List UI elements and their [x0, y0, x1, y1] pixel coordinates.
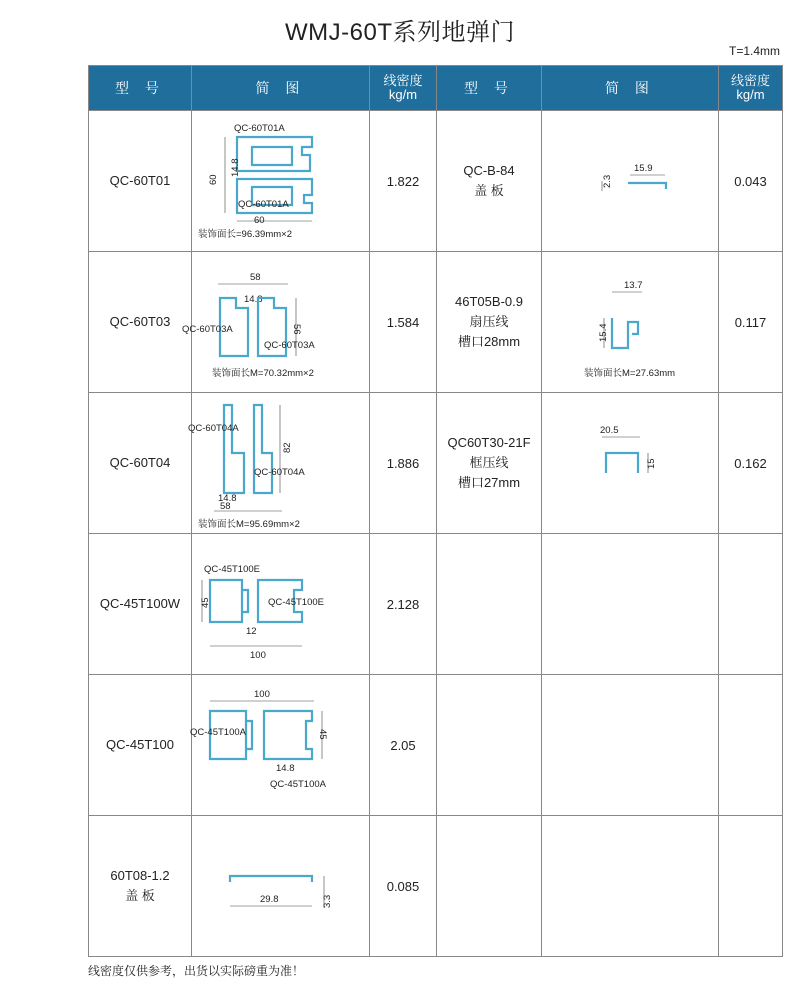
empty-cell [437, 534, 542, 675]
profile-drawing [192, 675, 370, 815]
model-name: 46T05B-0.9 [455, 294, 523, 309]
table-row [89, 393, 783, 534]
face-length-note: 装饰面长=96.39mm×2 [198, 229, 292, 240]
dim-label: 60 [208, 174, 219, 185]
model-name: QC-45T100W [99, 596, 181, 611]
dim-label: 14.8 [218, 493, 237, 504]
header-drawing: 简 图 [192, 66, 370, 111]
density-cell: 1.822 [370, 111, 437, 252]
density-cell: 1.584 [370, 252, 437, 393]
face-length-note: 装饰面长M=95.69mm×2 [198, 519, 300, 530]
thickness-note: T=1.4mm [728, 44, 780, 58]
empty-cell [542, 675, 719, 816]
dim-label: 2.3 [602, 174, 613, 188]
model-cell [89, 816, 192, 957]
dim-label: 15.4 [598, 323, 609, 342]
empty-cell [437, 675, 542, 816]
model-cell [437, 393, 542, 534]
profile-drawing [542, 252, 719, 392]
page-title: WMJ-60T系列地弹门 [285, 19, 515, 46]
header-drawing-2: 简 图 [542, 66, 719, 111]
face-length-note: 装饰面长M=27.63mm [584, 368, 676, 379]
dim-label: 58 [250, 272, 261, 283]
table-row [89, 252, 783, 393]
header-density-unit: kg/m [388, 87, 418, 102]
part-label: QC-45T100A [270, 779, 326, 790]
empty-cell [542, 816, 719, 957]
density-cell: 0.043 [719, 111, 783, 252]
table-row [89, 675, 783, 816]
part-label: QC-45T100A [190, 727, 246, 738]
dim-label: 100 [250, 650, 266, 661]
profile-drawing [542, 111, 719, 251]
empty-cell [437, 816, 542, 957]
model-cell [89, 393, 192, 534]
part-label: QC-45T100E [204, 564, 260, 575]
drawing-cell [542, 111, 719, 252]
model-desc: 槽口28mm [457, 334, 521, 349]
empty-cell [719, 534, 783, 675]
empty-cell [719, 675, 783, 816]
dim-label: 45 [317, 729, 328, 740]
model-cell [89, 534, 192, 675]
face-length-note: 装饰面长M=70.32mm×2 [212, 368, 314, 379]
header-density-label: 线密度 [383, 73, 423, 88]
model-desc: 槽口27mm [457, 475, 521, 490]
model-cell [437, 111, 542, 252]
dim-label: 14.8 [244, 294, 263, 305]
density-cell: 2.05 [370, 675, 437, 816]
model-name: QC60T30-21F [447, 435, 531, 450]
dim-label: 100 [254, 689, 270, 700]
header-density [370, 66, 437, 111]
model-name: QC-B-84 [463, 163, 515, 178]
header-density-unit-2: kg/m [736, 87, 765, 102]
model-desc: 框压线 [469, 455, 509, 470]
dim-label: 14.8 [276, 763, 295, 774]
part-label: QC-45T100E [268, 597, 324, 608]
profile-drawing [192, 816, 370, 956]
dim-label: 20.5 [600, 425, 619, 436]
header-model: 型 号 [89, 66, 192, 111]
dim-label: 29.8 [260, 894, 279, 905]
dim-label: 3.3 [322, 894, 333, 908]
model-name: 60T08-1.2 [110, 868, 170, 883]
part-label: QC-60T03A [264, 340, 315, 351]
dim-label: 15.9 [634, 163, 653, 174]
dim-label: 58 [220, 501, 231, 512]
model-cell [89, 252, 192, 393]
part-label: QC-60T01A [238, 199, 289, 210]
model-name: QC-45T100 [106, 737, 174, 752]
profile-drawing [192, 111, 370, 251]
dim-label: 60 [254, 215, 265, 226]
dim-label: 15 [646, 458, 657, 469]
profile-drawing [542, 393, 719, 533]
empty-cell [719, 816, 783, 957]
profile-drawing [188, 393, 370, 533]
drawing-cell [192, 111, 370, 252]
profile-drawing [192, 534, 370, 674]
drawing-cell [188, 393, 370, 534]
density-cell: 0.117 [719, 252, 783, 393]
model-name: QC-60T04 [109, 455, 171, 470]
density-cell: 2.128 [370, 534, 437, 675]
table-row [89, 534, 783, 675]
header-density-2 [719, 66, 783, 111]
profile-drawing [182, 252, 370, 392]
model-name: QC-60T01 [109, 173, 171, 188]
part-label: QC-60T04A [254, 467, 305, 478]
profile-spec-table [88, 65, 783, 957]
drawing-cell [192, 816, 370, 957]
part-label: QC-60T01A [234, 123, 285, 134]
part-label: QC-60T03A [182, 324, 233, 335]
dim-label: 45 [200, 597, 211, 608]
drawing-cell [182, 252, 370, 393]
table-header-row [89, 66, 783, 111]
table-row [89, 816, 783, 957]
empty-cell [542, 534, 719, 675]
drawing-cell [542, 393, 719, 534]
density-cell: 0.085 [370, 816, 437, 957]
dim-label: 14.8 [230, 158, 241, 177]
model-cell [89, 675, 192, 816]
drawing-cell [192, 675, 370, 816]
model-desc: 盖 板 [474, 183, 504, 198]
density-cell: 0.162 [719, 393, 783, 534]
header-model-2: 型 号 [437, 66, 542, 111]
model-desc: 盖 板 [125, 888, 155, 903]
model-desc: 扇压线 [469, 314, 509, 329]
model-cell [437, 252, 542, 393]
density-cell: 1.886 [370, 393, 437, 534]
table-row [89, 111, 783, 252]
model-cell [89, 111, 192, 252]
part-label: QC-60T04A [188, 423, 239, 434]
drawing-cell [192, 534, 370, 675]
footer-note: 线密度仅供参考，出货以实际磅重为准！ [88, 964, 305, 978]
dim-label: 82 [282, 442, 293, 453]
dim-label: 12 [246, 626, 257, 637]
dim-label: 56 [291, 324, 302, 335]
drawing-cell [542, 252, 719, 393]
model-name: QC-60T03 [109, 314, 171, 329]
header-density-label-2: 线密度 [730, 73, 770, 88]
dim-label: 13.7 [624, 280, 643, 291]
